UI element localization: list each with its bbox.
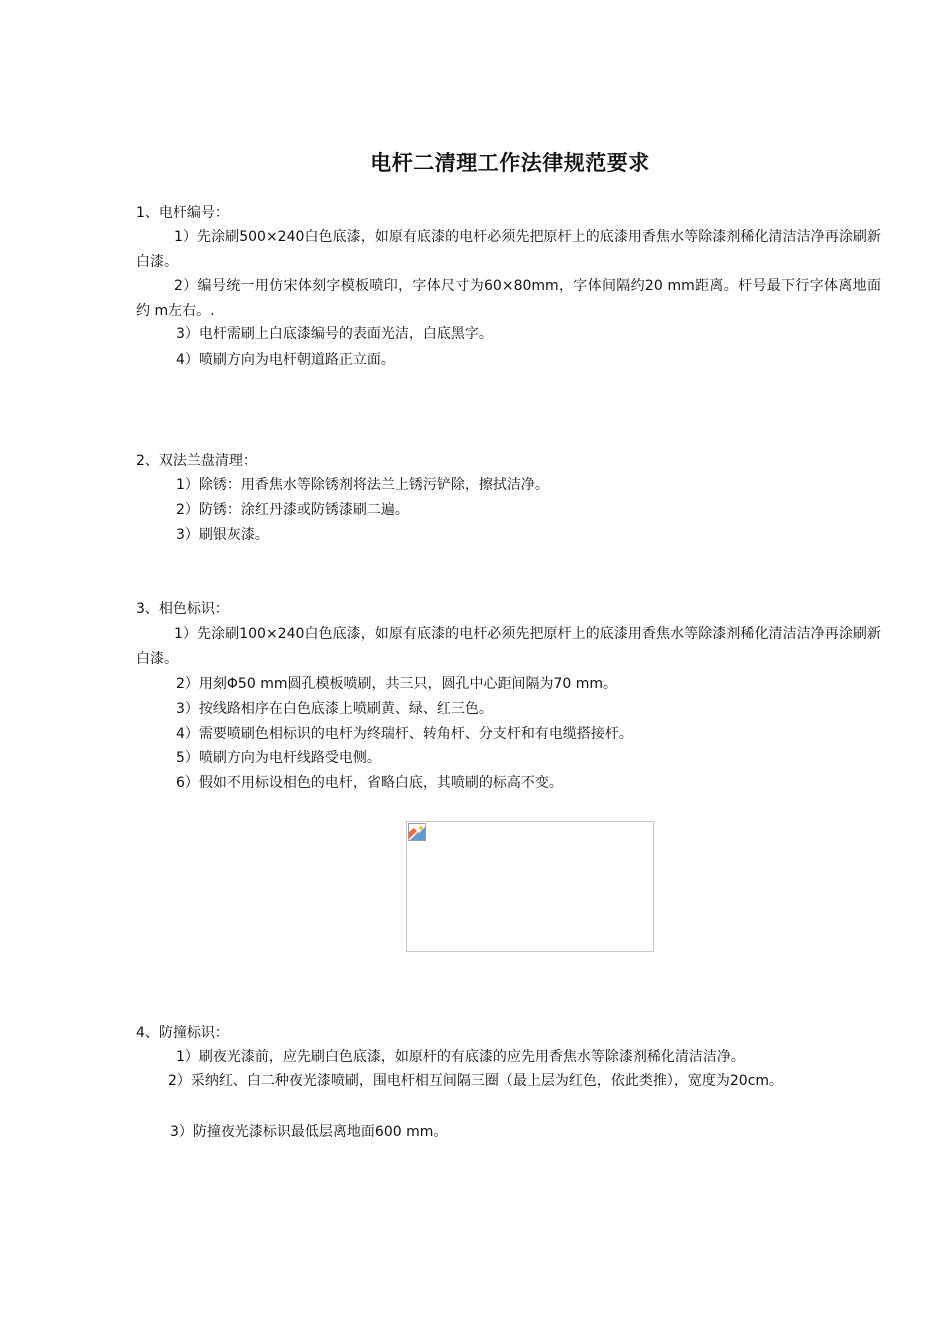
section-heading-phase-color: 3、相色标识：	[136, 601, 229, 617]
section-1-item-1: 1）先涂刷500×240白色底漆，如原有底漆的电杆必须先把原杆上的底漆用香焦水等除漆剂稀化清洁洁净再涂刷新白漆。	[136, 229, 881, 270]
section-3-item-3: 3）按线路相序在白色底漆上喷刷黄、绿、红三色。	[176, 701, 493, 717]
section-2-item-3: 3）刷银灰漆。	[176, 527, 269, 543]
section-2-item-2: 2）防锈：涂红丹漆或防锈漆刷二遍。	[176, 502, 409, 518]
section-3-item-6: 6）假如不用标设相色的电杆，省略白底，其喷刷的标高不变。	[176, 775, 563, 791]
document-title: 电杆二清理工作法律规范要求	[370, 151, 650, 175]
section-2-item-1: 1）除锈：用香焦水等除锈剂将法兰上锈污铲除，擦拭洁净。	[176, 477, 549, 493]
section-1-item-3: 3）电杆需刷上白底漆编号的表面光洁，白底黑字。	[176, 326, 493, 342]
image-placeholder	[406, 821, 654, 952]
section-3-item-1: 1）先涂刷100×240白色底漆，如原有底漆的电杆必须先把原杆上的底漆用香焦水等除漆剂稀化清洁洁净再涂刷新白漆。	[136, 626, 881, 667]
section-heading-anti-collision: 4、防撞标识：	[136, 1025, 229, 1041]
section-heading-pole-numbering: 1、电杆编号：	[136, 205, 229, 221]
section-heading-flange: 2、双法兰盘清理：	[136, 453, 257, 469]
section-4-item-1: 1）刷夜光漆前，应先刷白色底漆，如原杆的有底漆的应先用香焦水等除漆剂稀化清洁洁净。	[176, 1049, 745, 1065]
section-3-item-2: 2）用刻Φ50 mm圆孔模板喷刷，共三只，圆孔中心距间隔为70 mm。	[176, 676, 618, 692]
section-1-item-4: 4）喷刷方向为电杆朝道路正立面。	[176, 352, 395, 368]
section-1-item-2: 2）编号统一用仿宋体刻字模板喷印，字体尺寸为60×80mm，字体间隔约20 mm距离。杆号最下行字体离地面约 m左右。.	[136, 278, 881, 319]
broken-image-icon	[408, 823, 426, 841]
section-3-item-4: 4）需要喷刷色相标识的电杆为终瑞杆、转角杆、分支杆和有电缆搭接杆。	[176, 726, 633, 742]
section-4-item-2: 2）采纳红、白二种夜光漆喷刷，围电杆相互间隔三圈（最上层为红色，依此类推），宽度为20cm。	[168, 1073, 784, 1089]
section-3-item-5: 5）喷刷方向为电杆线路受电侧。	[176, 750, 381, 766]
section-4-item-3: 3）防撞夜光漆标识最低层离地面600 mm。	[170, 1124, 448, 1140]
